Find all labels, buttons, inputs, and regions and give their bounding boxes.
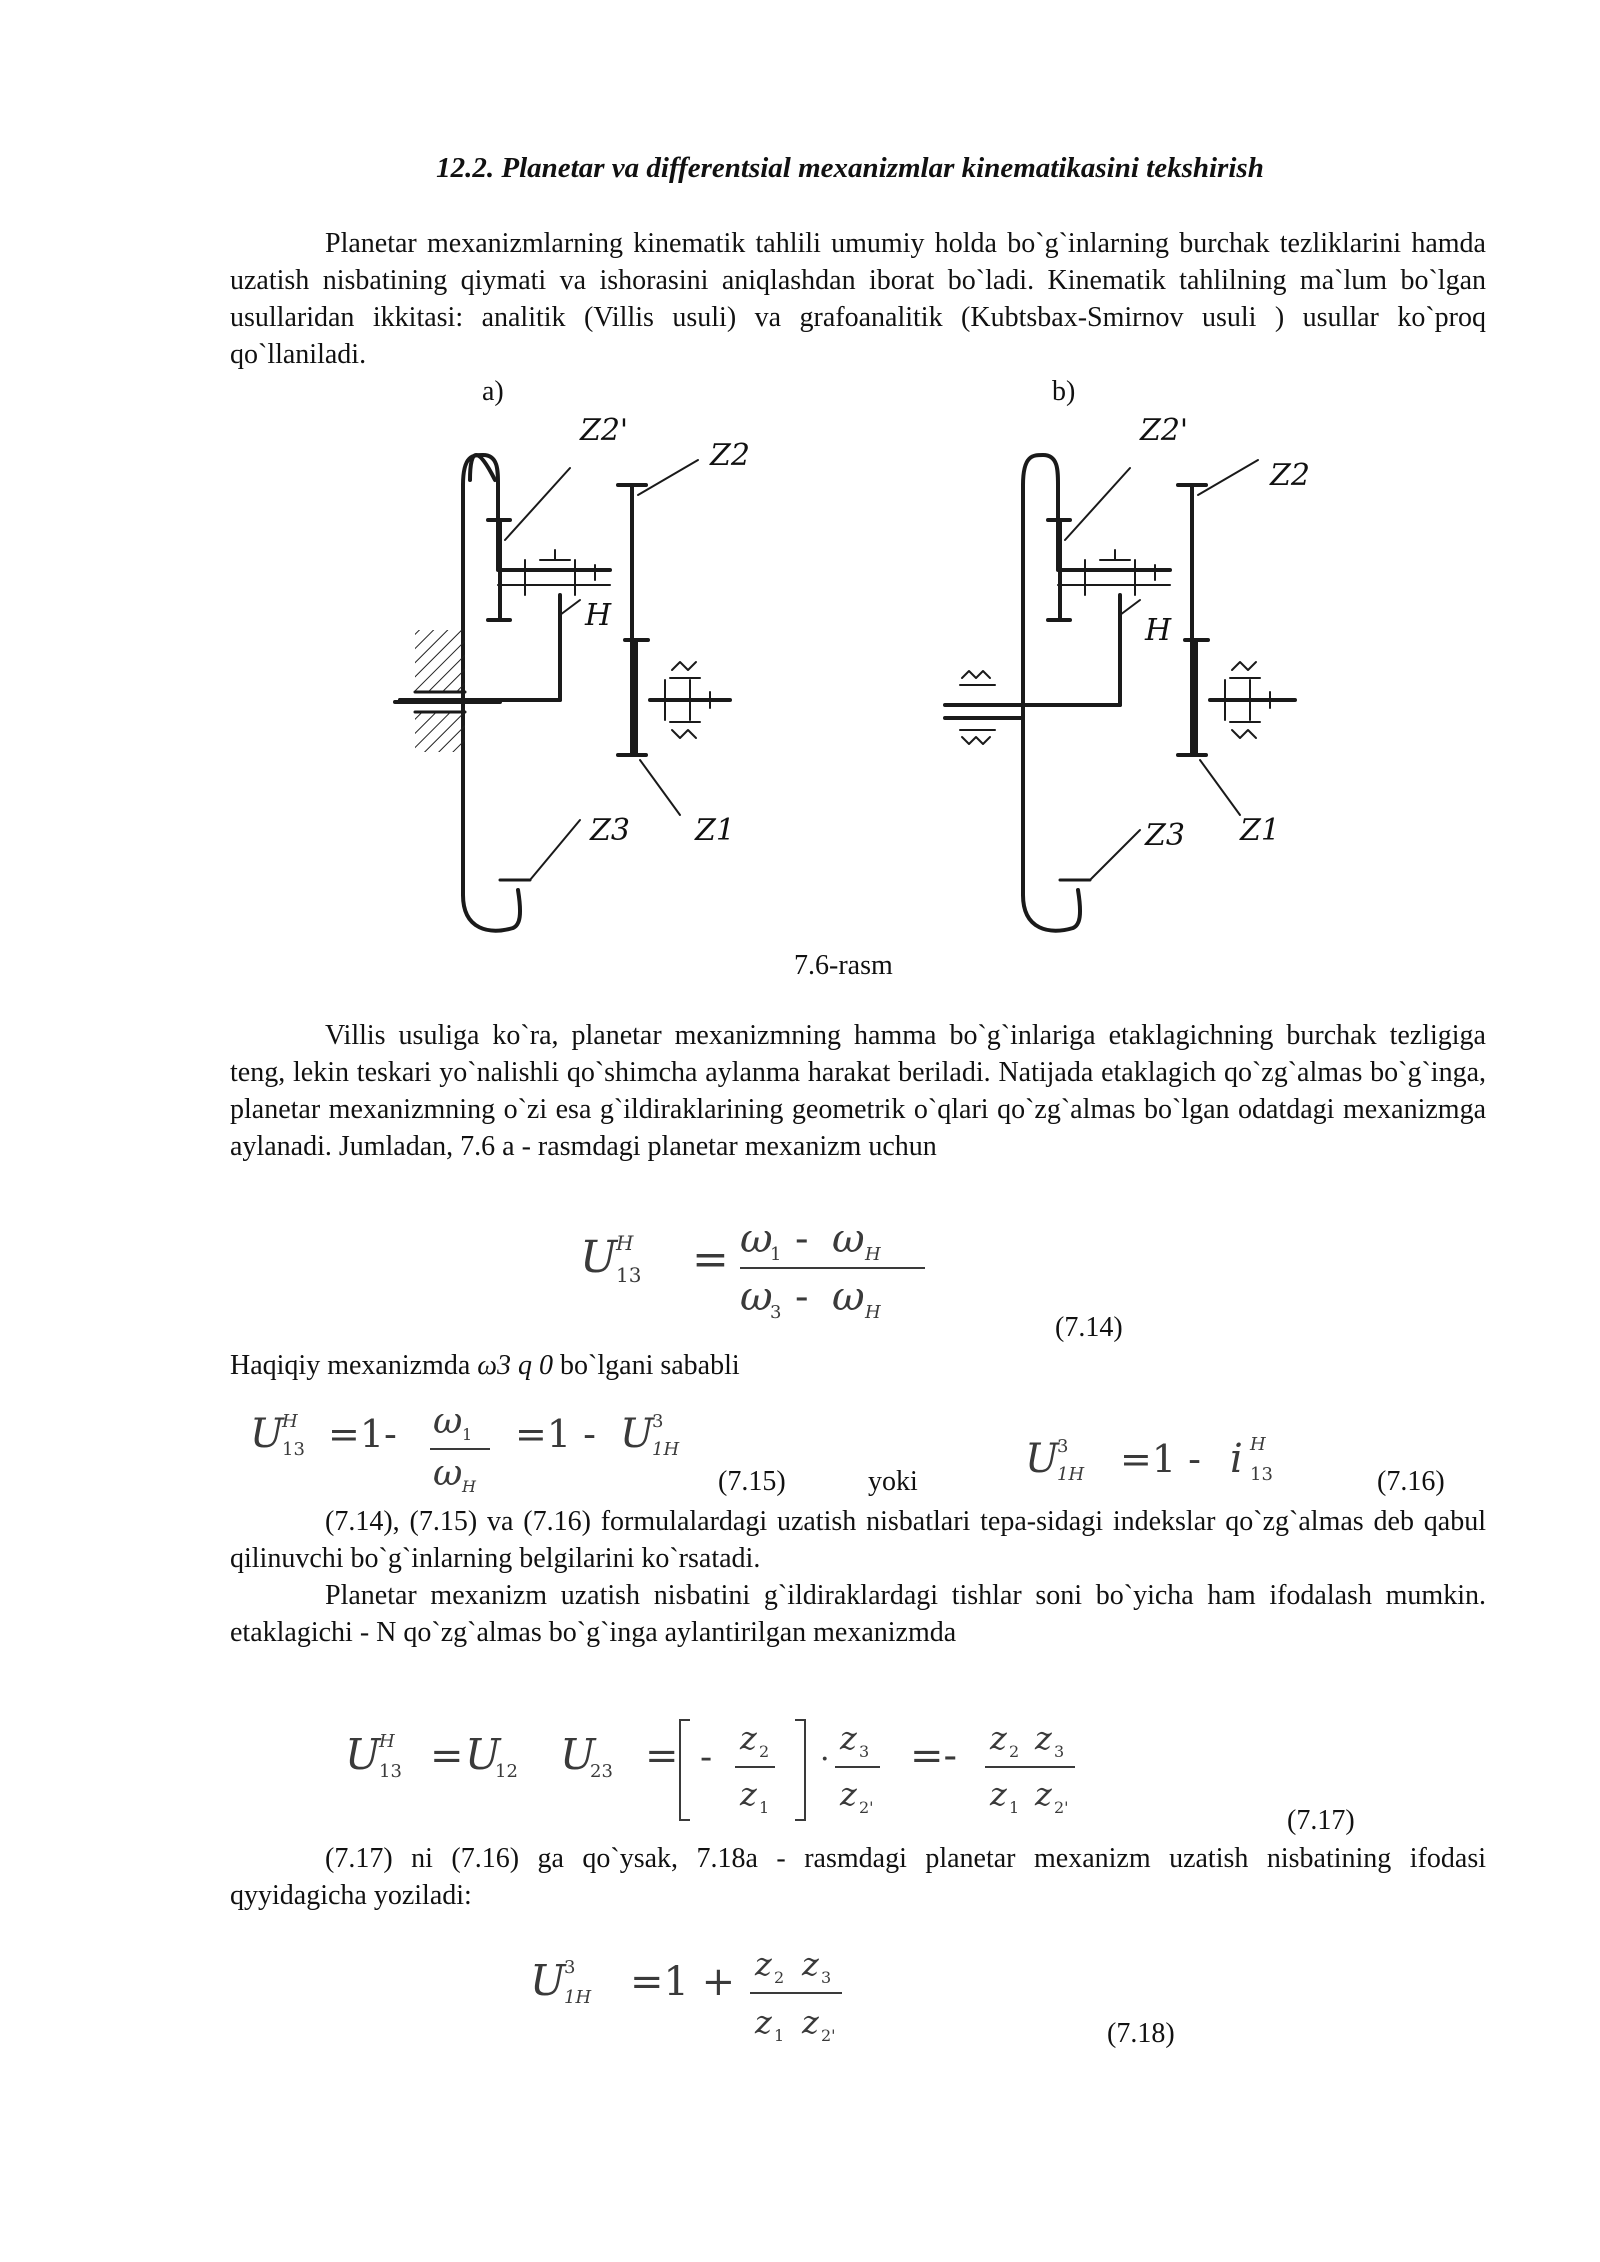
equation-number-7-18: (7.18) bbox=[1107, 2018, 1175, 2049]
line-haqiqiy-post: bo`lgani sababli bbox=[553, 1350, 740, 1381]
svg-text:=: = bbox=[430, 1733, 464, 1779]
paragraph-villis bbox=[230, 1017, 1486, 1165]
svg-text:3: 3 bbox=[859, 1742, 870, 1761]
equation-number-7-16: (7.16) bbox=[1377, 1466, 1445, 1497]
label-b-z1: Z1 bbox=[1240, 813, 1280, 848]
paragraph-indices-text: (7.14), (7.15) va (7.16) formulalardagi uzatish nisbatlari tepa-sidagi indekslar qo`zg`almas deb qabul qilinuvchi bo`g`inlarning belgilarini ko`rsatadi. bbox=[230, 1506, 1486, 1574]
svg-text:H: H bbox=[616, 1231, 634, 1255]
svg-text:=1 -: =1 - bbox=[515, 1412, 596, 1456]
svg-text:-: - bbox=[700, 1737, 713, 1778]
svg-text:z: z bbox=[740, 1775, 757, 1813]
svg-text:U: U bbox=[250, 1411, 284, 1457]
label-b-z2: Z2 bbox=[1270, 458, 1310, 493]
label-b-h: H bbox=[1145, 613, 1172, 648]
svg-text:3: 3 bbox=[1054, 1742, 1065, 1761]
svg-text:z: z bbox=[840, 1775, 857, 1813]
label-b-z3: Z3 bbox=[1145, 818, 1185, 853]
paragraph-substitution-text: (7.17) ni (7.16) ga qo`ysak, 7.18a - rasmdagi planetar mexanizm uzatish nisbatining ifodasi qyyidagicha yoziladi: bbox=[230, 1843, 1486, 1911]
figure-label-b: b) bbox=[1052, 376, 1076, 407]
paragraph-substitution bbox=[230, 1840, 1486, 1914]
svg-text:U: U bbox=[560, 1730, 596, 1779]
paragraph-indices bbox=[230, 1503, 1486, 1577]
svg-text:H: H bbox=[462, 1477, 476, 1496]
svg-text:1: 1 bbox=[759, 1798, 770, 1817]
svg-text:13: 13 bbox=[282, 1439, 305, 1460]
line-haqiqiy-math: ω3 q 0 bbox=[477, 1350, 554, 1381]
svg-text:3: 3 bbox=[1057, 1436, 1069, 1457]
label-a-z3: Z3 bbox=[590, 813, 630, 848]
svg-text:z: z bbox=[802, 2003, 819, 2041]
svg-text:z: z bbox=[755, 2003, 772, 2041]
svg-text:2: 2 bbox=[759, 1742, 770, 1761]
svg-text:1H: 1H bbox=[1057, 1464, 1085, 1485]
svg-text:z: z bbox=[1035, 1775, 1052, 1813]
svg-text:ω: ω bbox=[740, 1216, 773, 1262]
svg-text:=-: =- bbox=[910, 1733, 958, 1779]
section-heading: 12.2. Planetar va differentsial mexanizmlar kinematikasini tekshirish bbox=[436, 152, 1264, 184]
formula-7-14 bbox=[580, 1210, 940, 1345]
svg-text:·: · bbox=[820, 1742, 830, 1777]
svg-text:12: 12 bbox=[495, 1761, 518, 1782]
label-a-z2prime: Z2' bbox=[580, 413, 629, 448]
svg-text:-: - bbox=[795, 1216, 809, 1262]
equation-number-7-17: (7.17) bbox=[1287, 1805, 1355, 1836]
svg-text:2: 2 bbox=[1009, 1742, 1020, 1761]
svg-text:U: U bbox=[465, 1730, 501, 1779]
svg-text:=1 +: =1 + bbox=[630, 1959, 736, 2005]
figure-caption: 7.6-rasm bbox=[794, 950, 893, 981]
svg-text:U: U bbox=[530, 1956, 566, 2005]
svg-text:1H: 1H bbox=[652, 1439, 680, 1460]
svg-text:2': 2' bbox=[1054, 1798, 1069, 1817]
svg-text:U: U bbox=[1025, 1436, 1059, 1482]
svg-text:z: z bbox=[840, 1719, 857, 1757]
label-a-z2: Z2 bbox=[710, 438, 750, 473]
mechanism-diagram-b bbox=[940, 400, 1320, 940]
svg-text:z: z bbox=[1035, 1719, 1052, 1757]
svg-text:z: z bbox=[802, 1945, 819, 1983]
svg-text:ω: ω bbox=[832, 1274, 865, 1320]
formula-7-15 bbox=[250, 1395, 700, 1510]
svg-text:H: H bbox=[282, 1411, 298, 1432]
svg-text:3: 3 bbox=[770, 1302, 782, 1323]
svg-text:i: i bbox=[1230, 1436, 1243, 1482]
svg-text:ω: ω bbox=[740, 1274, 773, 1320]
svg-text:1: 1 bbox=[1009, 1798, 1020, 1817]
svg-text:U: U bbox=[345, 1730, 381, 1779]
svg-text:z: z bbox=[740, 1719, 757, 1757]
svg-text:H: H bbox=[865, 1302, 881, 1323]
paragraph-teeth-text: Planetar mexanizm uzatish nisbatini g`ildiraklardagi tishlar soni bo`yicha ham ifodalash mumkin. etaklagichi - N qo`zg`almas bo`g`inga aylantirilgan mexanizmda bbox=[230, 1580, 1486, 1648]
svg-text:2': 2' bbox=[821, 2026, 836, 2045]
paragraph-intro bbox=[230, 225, 1486, 373]
svg-text:H: H bbox=[379, 1731, 395, 1752]
svg-text:=1 -: =1 - bbox=[1120, 1437, 1201, 1481]
svg-text:U: U bbox=[620, 1411, 654, 1457]
svg-text:H: H bbox=[1250, 1434, 1266, 1455]
paragraph-intro-text: Planetar mexanizmlarning kinematik tahlili umumiy holda bo`g`inlarning burchak tezliklarini hamda uzatish nisbatining qiymati va ishorasini aniqlashdan iborat bo`ladi. Kinematik tahlilning ma`lum bo`lgan usullaridan ikkitasi: analitik (Villis usuli) va grafoanalitik (Kubtsbax-Smirnov usuli ) usullar ko`proq qo`llaniladi. bbox=[230, 228, 1486, 370]
mechanism-diagram-a bbox=[380, 400, 760, 940]
svg-text:=: = bbox=[692, 1234, 729, 1285]
svg-text:z: z bbox=[755, 1945, 772, 1983]
line-haqiqiy-pre: Haqiqiy mexanizmda bbox=[230, 1350, 478, 1381]
svg-text:z: z bbox=[990, 1775, 1007, 1813]
formula-7-18 bbox=[530, 1925, 870, 2060]
svg-text:=1-: =1- bbox=[328, 1412, 397, 1456]
svg-text:23: 23 bbox=[590, 1761, 613, 1782]
svg-text:1: 1 bbox=[462, 1425, 473, 1444]
formula-7-16 bbox=[1025, 1420, 1285, 1505]
svg-text:U: U bbox=[580, 1232, 618, 1283]
formula-7-17 bbox=[345, 1705, 1115, 1840]
figure-label-a: a) bbox=[482, 376, 504, 407]
svg-text:2: 2 bbox=[774, 1968, 785, 1987]
svg-text:z: z bbox=[990, 1719, 1007, 1757]
svg-text:13: 13 bbox=[1250, 1464, 1273, 1485]
svg-text:1: 1 bbox=[774, 2026, 785, 2045]
svg-text:=: = bbox=[645, 1733, 679, 1779]
paragraph-teeth bbox=[230, 1577, 1486, 1651]
svg-text:3: 3 bbox=[652, 1411, 664, 1432]
word-yoki: yoki bbox=[868, 1466, 918, 1497]
svg-text:-: - bbox=[795, 1274, 809, 1320]
label-a-z1: Z1 bbox=[695, 813, 735, 848]
svg-text:13: 13 bbox=[379, 1761, 402, 1782]
paragraph-villis-text: Villis usuliga ko`ra, planetar mexanizmning hamma bo`g`inlariga etaklagichning burchak tezligiga teng, lekin teskari yo`nalishli qo`shimcha aylanma harakat beriladi. Natijada etaklagich qo`zg`almas bo`g`inga, planetar mexanizmning o`zi esa g`ildiraklarining geometrik o`qlari qo`zg`almas bo`lgan odatdagi mexanizmga aylanadi. Jumladan, 7.6 a - rasmdagi planetar mexanizm uchun bbox=[230, 1020, 1486, 1162]
svg-text:3: 3 bbox=[564, 1957, 576, 1978]
svg-text:1: 1 bbox=[770, 1244, 782, 1265]
label-b-z2prime: Z2' bbox=[1140, 413, 1189, 448]
svg-text:H: H bbox=[865, 1244, 881, 1265]
svg-text:2': 2' bbox=[859, 1798, 874, 1817]
svg-text:13: 13 bbox=[616, 1263, 642, 1287]
svg-text:ω: ω bbox=[433, 1453, 463, 1494]
equation-number-7-14: (7.14) bbox=[1055, 1312, 1123, 1343]
svg-text:3: 3 bbox=[821, 1968, 832, 1987]
label-a-h: H bbox=[585, 598, 612, 633]
svg-text:ω: ω bbox=[832, 1216, 865, 1262]
svg-text:1H: 1H bbox=[564, 1987, 592, 2008]
equation-number-7-15: (7.15) bbox=[718, 1466, 786, 1497]
line-haqiqiy bbox=[230, 1350, 740, 1382]
svg-text:ω: ω bbox=[433, 1401, 463, 1442]
